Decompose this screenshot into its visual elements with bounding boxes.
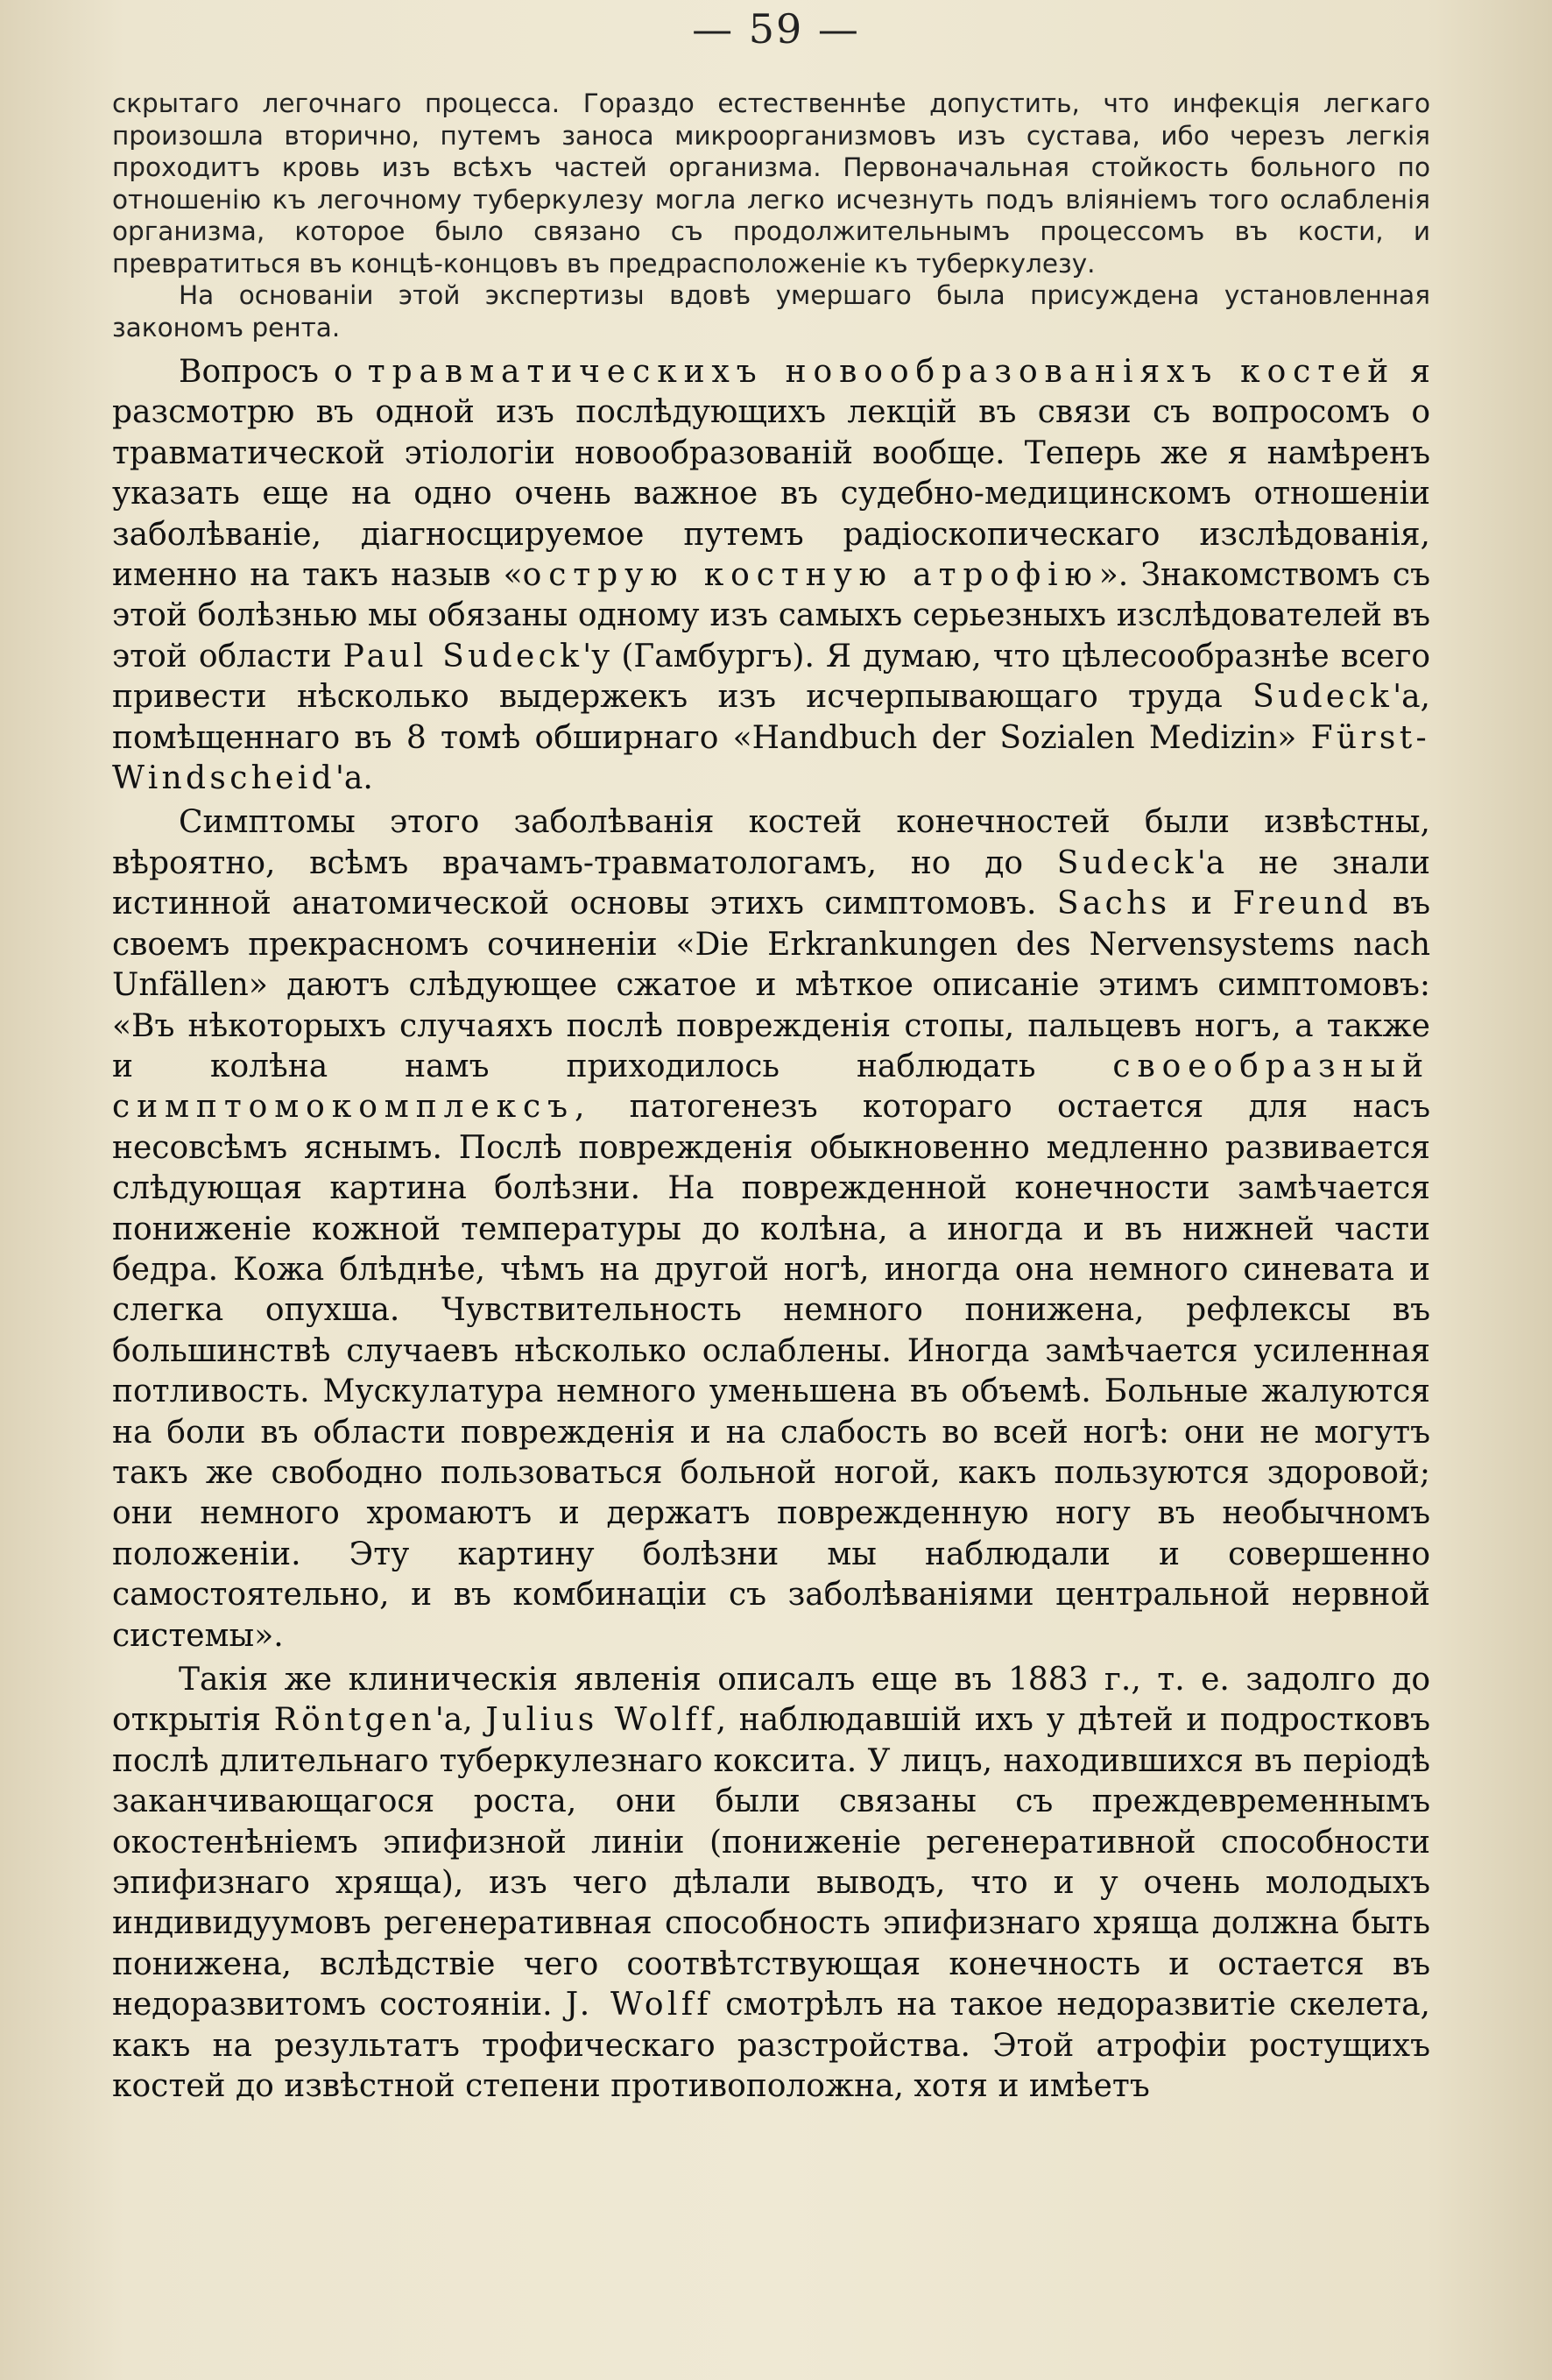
paragraph-1: скрытаго легочнаго процесса. Гораздо естественнѣе допустить, что инфекція легкаго произошла вторично, путемъ заноса микроорганизмовъ изъ сустава, ибо черезъ легкія проходитъ кровь изъ всѣхъ частей организма. Первоначальная стойкость больного по отношенію къ легочному туберкулезу могла легко исчезнуть подъ вліяніемъ того ослабленія организма, которое было связано съ продолжительнымъ процессомъ въ кости, и превратиться въ концѣ-концовъ въ предрасположеніе къ туберкулезу. xyxy=(112,88,1430,279)
author-name: Sudeck xyxy=(1252,679,1393,716)
author-name: Paul Sudeck xyxy=(342,638,583,674)
paragraph-3: Вопросъ о травматическихъ новообразованіяхъ костей я разсмотрю въ одной изъ послѣдующихъ лекцій въ связи съ вопросомъ о травматической этіологіи новообразованій вообще. Теперь же я намѣренъ указать еще на одно очень важное въ судебно-медицинскомъ отношеніи заболѣваніе, діагносцируемое путемъ радіоскопическаго изслѣдованія, именно на такъ назыв «острую костную атрофію». Знакомствомъ съ этой болѣзнью мы обязаны одному изъ самыхъ серьезныхъ изслѣдователей въ этой области Paul Sudeck'у (Гамбургъ). Я думаю, что цѣлесообразнѣе всего привести нѣсколько выдержекъ изъ исчерпывающаго труда Sudeck'а, помѣщеннаго въ 8 томѣ обширнаго «Handbuch der Sozialen Medizin» Fürst-Windscheid'а. xyxy=(112,354,1431,797)
spaced-emphasis: своеобразный симптомокомплексъ xyxy=(112,1048,1430,1126)
author-name: Sachs xyxy=(1056,886,1171,922)
author-name: Freund xyxy=(1232,886,1372,922)
author-name: J. Wolff xyxy=(565,1987,713,2023)
author-name: Sudeck xyxy=(1056,844,1197,881)
text-body xyxy=(112,88,1430,2107)
author-name: Röntgen xyxy=(273,1702,435,1739)
spaced-emphasis: острую костную атрофію xyxy=(522,557,1099,594)
paragraph-4: Симптомы этого заболѣванія костей конечностей были извѣстны, вѣроятно, всѣмъ врачамъ-травматологамъ, но до Sudeck'а не знали истинной анатомической основы этихъ симптомовъ. Sachs и Freund въ своемъ прекрасномъ сочиненіи «Die Erkrankungen des Nervensystems nach Unfällen» даютъ слѣдующее сжатое и мѣткое описаніе этимъ симптомовъ: «Въ нѣкоторыхъ случаяхъ послѣ поврежденія стопы, пальцевъ ногъ, а также и колѣна намъ приходилось наблюдать своеобразный симптомокомплексъ, патогенезъ котораго остается для насъ несовсѣмъ яснымъ. Послѣ поврежденія обыкновенно медленно развивается слѣдующая картина болѣзни. На поврежденной конечности замѣчается пониженіе кожной температуры до колѣна, а иногда и въ нижней части бедра. Кожа блѣднѣе, чѣмъ на другой ногѣ, иногда она немного синевата и слегка опухша. Чувствительность немного понижена, рефлексы въ большинствѣ случаевъ нѣсколько ослаблены. Иногда замѣчается усиленная потливость. Мускулатура немного уменьшена въ объемѣ. Больные жалуются на боли въ области поврежденія и на слабость во всей ногѣ: они не могутъ такъ же свободно пользоваться больной ногой, какъ пользуются здоровой; они немного хромаютъ и держатъ поврежденную ногу въ необычномъ положеніи. Эту картину болѣзни мы наблюдали и совершенно самостоятельно, и въ комбинаціи съ заболѣваніями центральной нервной системы». xyxy=(112,804,1431,1654)
paragraph-5: Такія же клиническія явленія описалъ еще въ 1883 г., т. е. задолго до открытія Röntgen'а, Julius Wolff, наблюдавшій ихъ у дѣтей и подростковъ послѣ длительнаго туберкулезнаго коксита. У лицъ, находившихся въ періодѣ заканчивающагося роста, они были связаны съ преждевременнымъ окостенѣніемъ эпифизной линіи (пониженіе регенеративной способности эпифизнаго хряща), изъ чего дѣлали выводъ, что и у очень молодыхъ индивидуумовъ регенеративная способность эпифизнаго хряща должна быть понижена, вслѣдствіе чего соотвѣтствующая конечность и остается въ недоразвитомъ состояніи. J. Wolff смотрѣлъ на такое недоразвитіе скелета, какъ на результатъ трофическаго разстройства. Этой атрофіи ростущихъ костей до извѣстной степени противоположна, хотя и имѣетъ xyxy=(112,1662,1430,2105)
page-number: — 59 — xyxy=(692,5,860,53)
spaced-emphasis: травматическихъ новообразованіяхъ костей xyxy=(367,354,1396,390)
author-name: Fürst-Windscheid xyxy=(112,719,1430,797)
paragraph-2: На основаніи этой экспертизы вдовѣ умершаго была присуждена установленная закономъ рента. xyxy=(112,280,1430,343)
author-name: Julius Wolff xyxy=(485,1702,716,1739)
